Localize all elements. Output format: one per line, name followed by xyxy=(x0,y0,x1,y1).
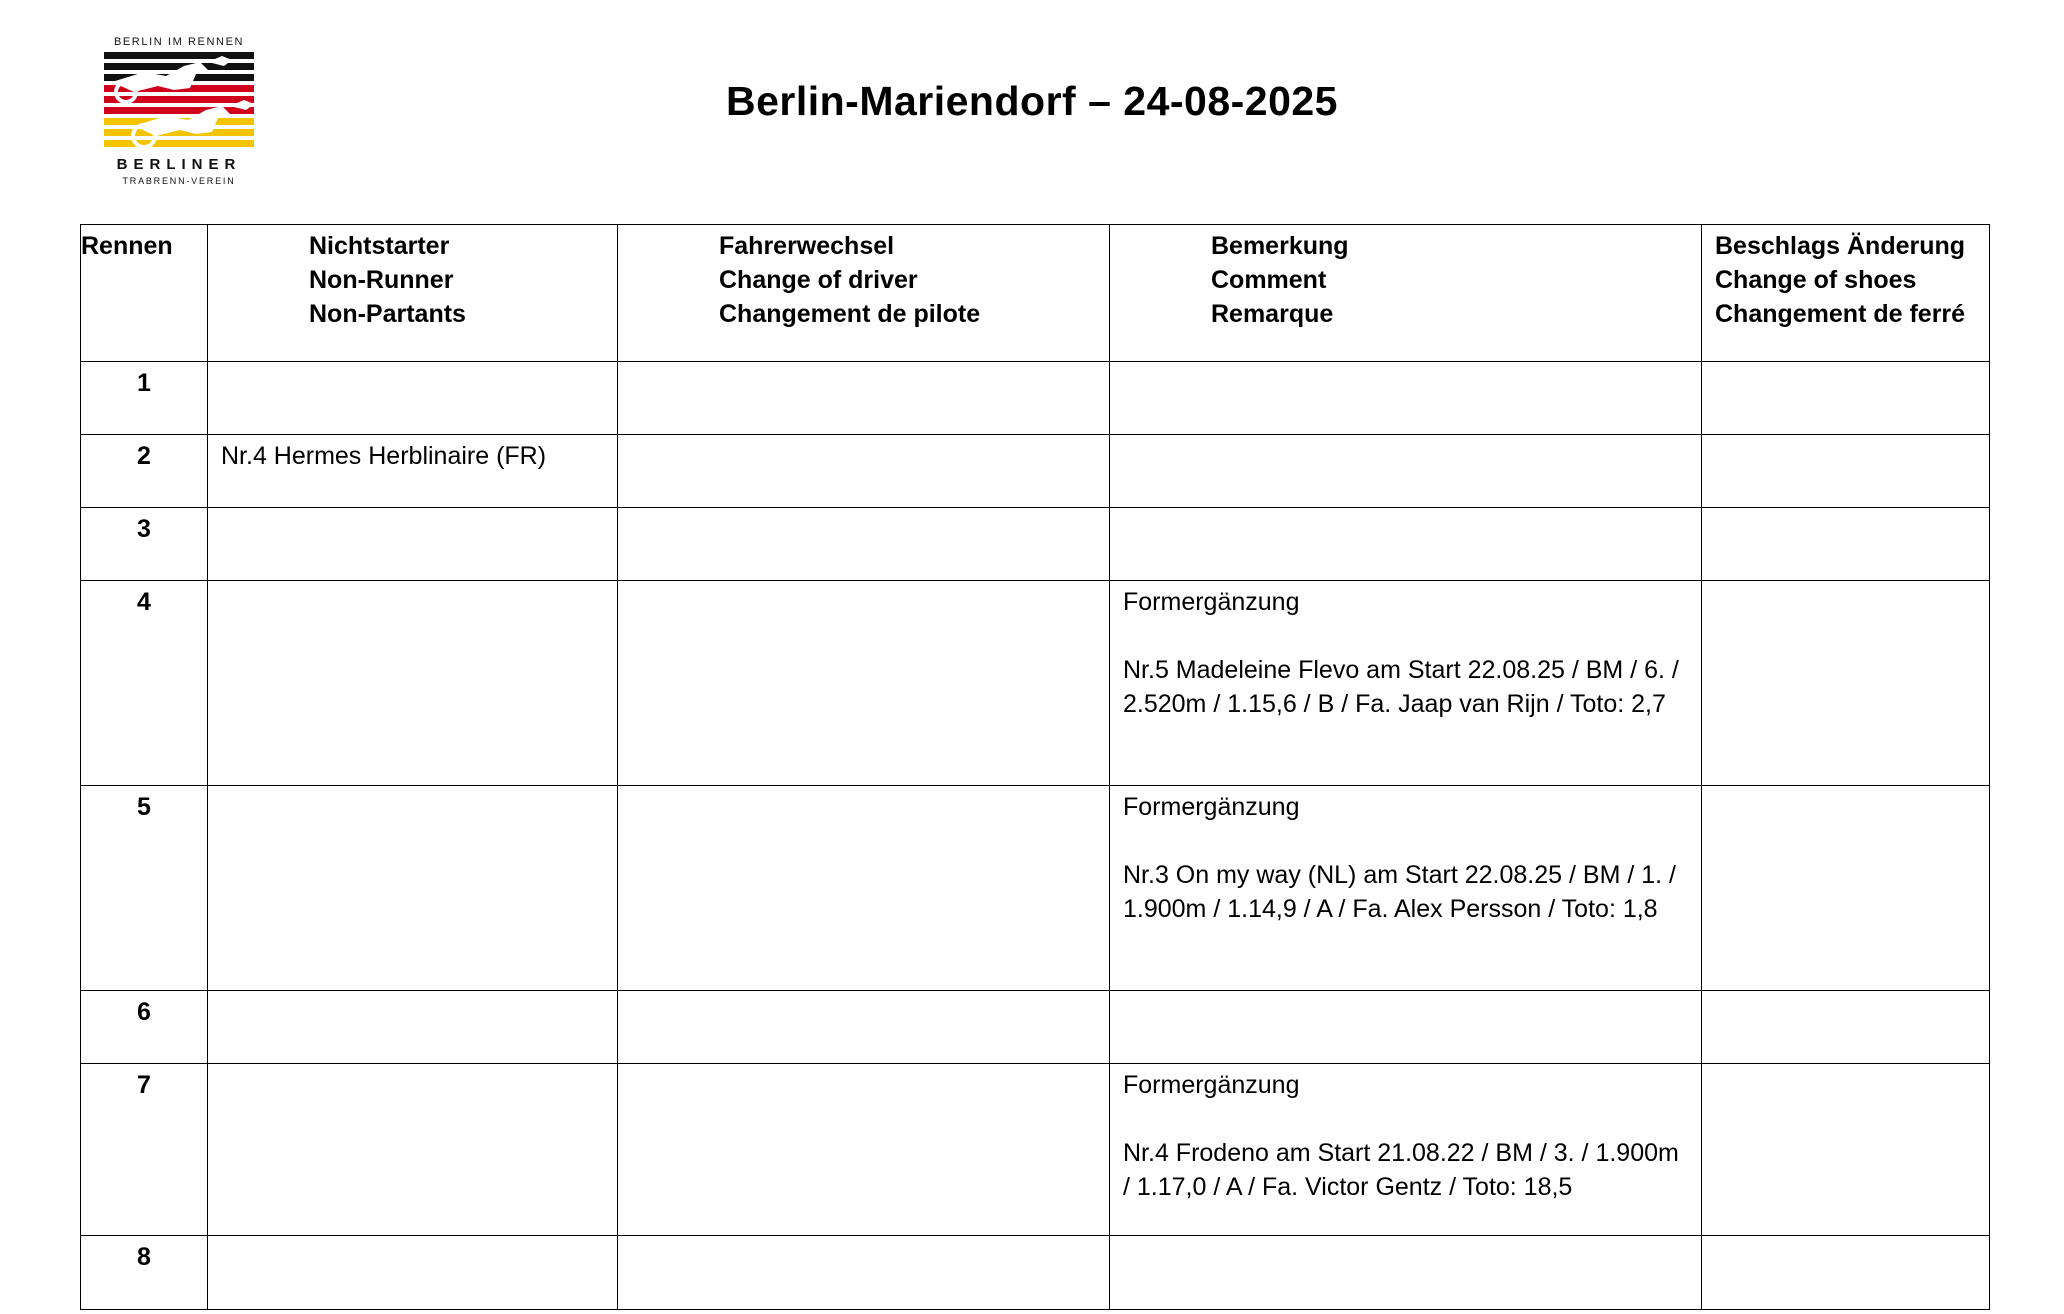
fahrerwechsel-cell xyxy=(618,435,1110,508)
bemerkung-cell: Formergänzung Nr.3 On my way (NL) am Start 22.08.25 / BM / 1. / 1.900m / 1.14,9 / A / Fa. Alex Persson / Toto: 1,8 xyxy=(1110,786,1702,991)
header-beschlag: Beschlags Änderung Change of shoes Changement de ferré xyxy=(1702,225,1990,362)
rennen-number: 6 xyxy=(81,991,208,1064)
header-nichtstarter: Nichtstarter Non-Runner Non-Partants xyxy=(208,225,618,362)
nichtstarter-cell: Nr.4 Hermes Herblinaire (FR) xyxy=(208,435,618,508)
bemerkung-cell xyxy=(1110,362,1702,435)
beschlag-cell xyxy=(1702,435,1990,508)
table-row xyxy=(81,786,1990,991)
beschlag-cell xyxy=(1702,786,1990,991)
nichtstarter-cell xyxy=(208,1236,618,1310)
rennen-number: 1 xyxy=(81,362,208,435)
bemerkung-cell: Formergänzung Nr.5 Madeleine Flevo am Start 22.08.25 / BM / 6. / 2.520m / 1.15,6 / B / Fa. Jaap van Rijn / Toto: 2,7 xyxy=(1110,581,1702,786)
nichtstarter-cell xyxy=(208,1064,618,1236)
beschlag-cell xyxy=(1702,991,1990,1064)
fahrerwechsel-cell xyxy=(618,581,1110,786)
logo-top-text: BERLIN IM RENNEN xyxy=(113,36,245,48)
bemerkung-cell: Formergänzung Nr.4 Frodeno am Start 21.08.22 / BM / 3. / 1.900m / 1.17,0 / A / Fa. Victor Gentz / Toto: 18,5 xyxy=(1110,1064,1702,1236)
fahrerwechsel-cell xyxy=(618,362,1110,435)
table-header-row xyxy=(81,225,1990,362)
rennen-number: 4 xyxy=(81,581,208,786)
table-row xyxy=(81,508,1990,581)
fahrerwechsel-cell xyxy=(618,991,1110,1064)
table-row xyxy=(81,362,1990,435)
fahrerwechsel-cell xyxy=(618,1236,1110,1310)
beschlag-cell xyxy=(1702,1236,1990,1310)
fahrerwechsel-cell xyxy=(618,508,1110,581)
nichtstarter-cell xyxy=(208,581,618,786)
header-fahrerwechsel: Fahrerwechsel Change of driver Changement de pilote xyxy=(618,225,1110,362)
rennen-number: 3 xyxy=(81,508,208,581)
rennen-number: 7 xyxy=(81,1064,208,1236)
nichtstarter-cell xyxy=(208,991,618,1064)
rennen-number: 2 xyxy=(81,435,208,508)
bemerkung-cell xyxy=(1110,435,1702,508)
table-row xyxy=(81,581,1990,786)
nichtstarter-cell xyxy=(208,786,618,991)
logo-subtitle-text: TRABRENN-VEREIN xyxy=(122,176,236,186)
page-title: Berlin-Mariendorf – 24-08-2025 xyxy=(725,78,1338,124)
fahrerwechsel-cell xyxy=(618,786,1110,991)
bemerkung-cell xyxy=(1110,991,1702,1064)
race-changes-table xyxy=(80,224,1990,1310)
table-row xyxy=(81,1236,1990,1310)
beschlag-cell xyxy=(1702,581,1990,786)
header-rennen: Rennen xyxy=(81,225,208,362)
nichtstarter-cell xyxy=(208,362,618,435)
nichtstarter-cell xyxy=(208,508,618,581)
header-bemerkung: Bemerkung Comment Remarque xyxy=(1110,225,1702,362)
bemerkung-cell xyxy=(1110,508,1702,581)
rennen-number: 5 xyxy=(81,786,208,991)
beschlag-cell xyxy=(1702,1064,1990,1236)
table-row xyxy=(81,1064,1990,1236)
beschlag-cell xyxy=(1702,362,1990,435)
logo-name-text: BERLINER xyxy=(116,156,242,173)
bemerkung-cell xyxy=(1110,1236,1702,1310)
beschlag-cell xyxy=(1702,508,1990,581)
table-row xyxy=(81,991,1990,1064)
rennen-number: 8 xyxy=(81,1236,208,1310)
fahrerwechsel-cell xyxy=(618,1064,1110,1236)
table-row xyxy=(81,435,1990,508)
